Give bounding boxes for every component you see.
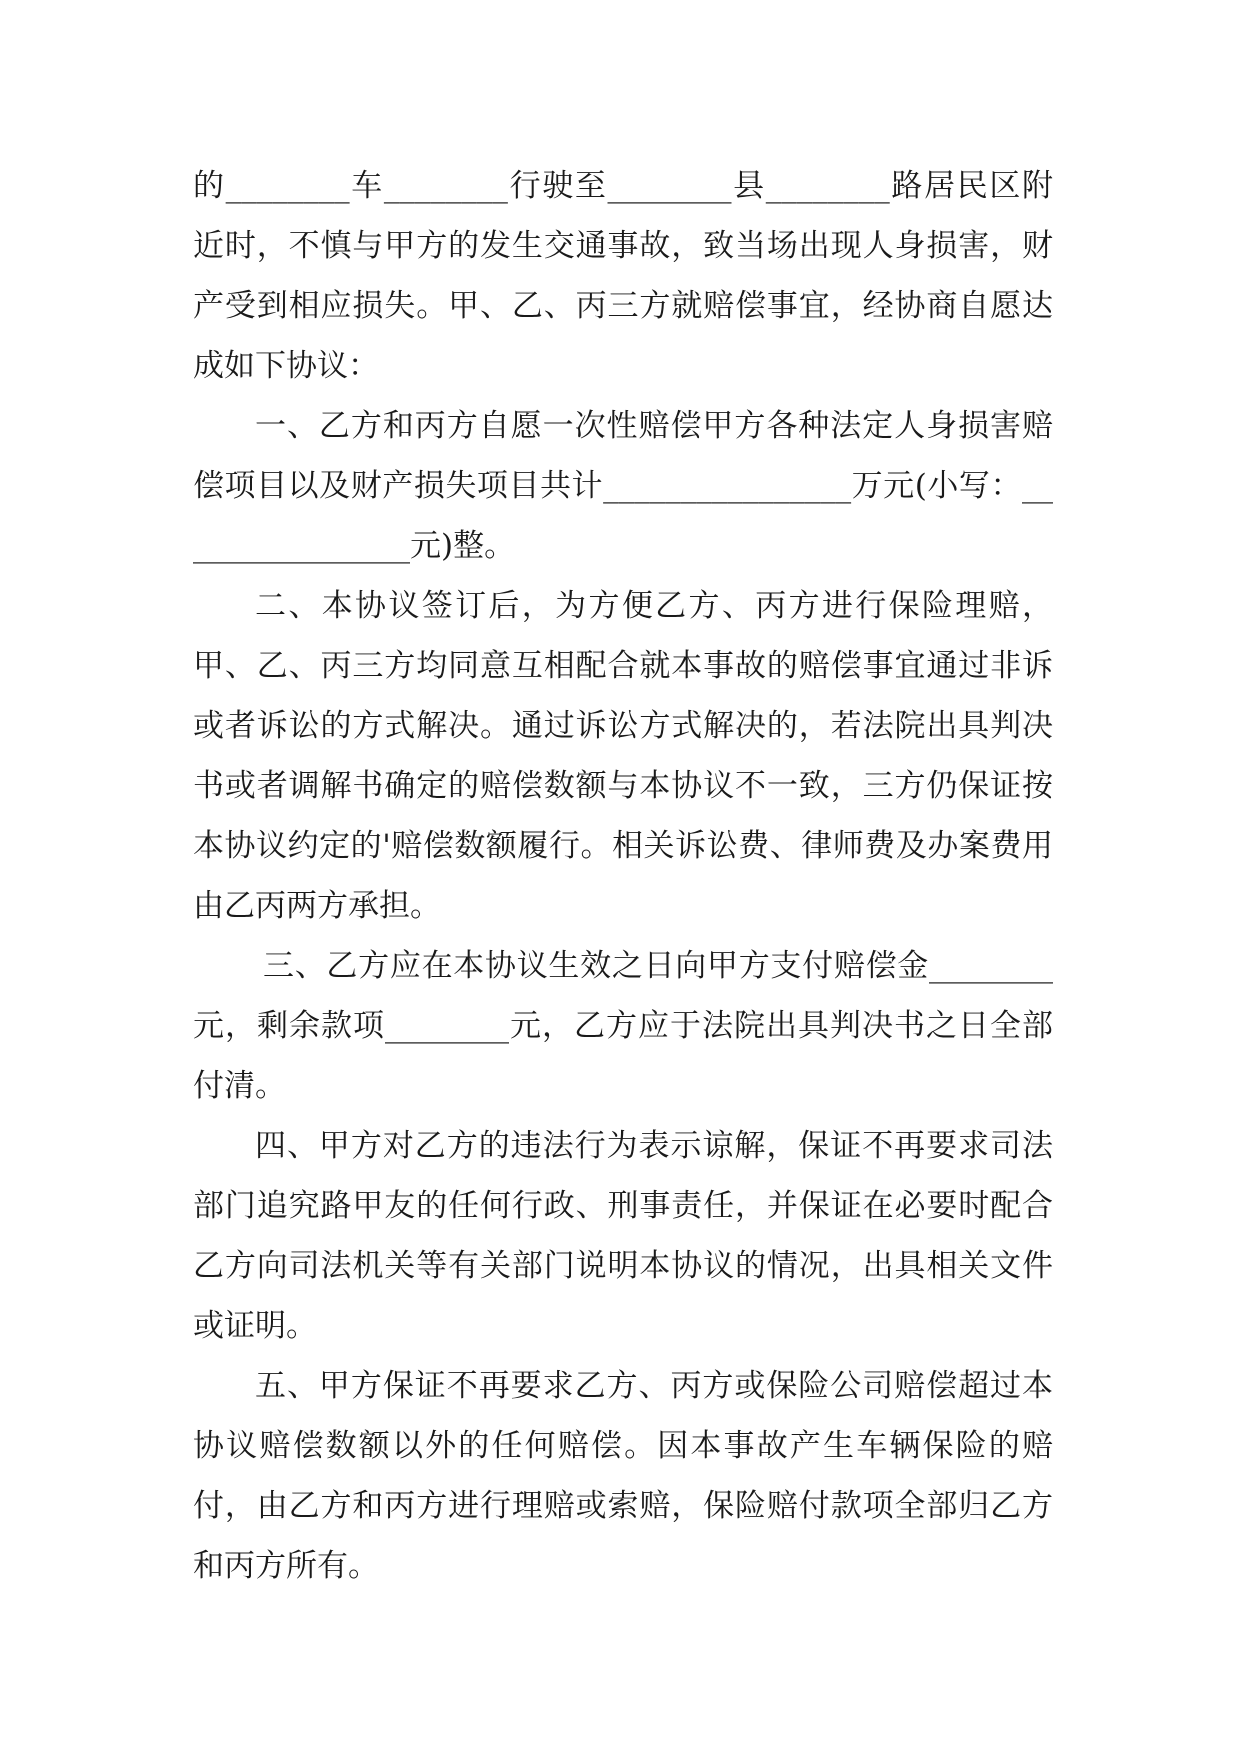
- paragraph-clause-5: 五、甲方保证不再要求乙方、丙方或保险公司赔偿超过本协议赔偿数额以外的任何赔偿。因本事故产生车辆保险的赔付，由乙方和丙方进行理赔或索赔，保险赔付款项全部归乙方和丙方所有。: [193, 1368, 1053, 1584]
- paragraph-clause-3: 三、乙方应在本协议生效之日向甲方支付赔偿金________元，剩余款项________元，乙方应于法院出具判决书之日全部付清。: [193, 948, 1053, 1104]
- document-body: [193, 156, 1053, 1596]
- paragraph-intro: 的________车________行驶至________县________路居民区附近时，不慎与甲方的发生交通事故，致当场出现人身损害，财产受到相应损失。甲、乙、丙三方就赔偿事宜，经协商自愿达成如下协议：: [193, 168, 1053, 384]
- paragraph-clause-2: 二、本协议签订后，为方便乙方、丙方进行保险理赔，甲、乙、丙三方均同意互相配合就本事故的赔偿事宜通过非诉或者诉讼的方式解决。通过诉讼方式解决的，若法院出具判决书或者调解书确定的赔偿数额与本协议不一致，三方仍保证按本协议约定的'赔偿数额履行。相关诉讼费、律师费及办案费用由乙丙两方承担。: [193, 588, 1053, 924]
- paragraph-clause-1: 一、乙方和丙方自愿一次性赔偿甲方各种法定人身损害赔偿项目以及财产损失项目共计________________万元(小写：________________元)整。: [193, 408, 1053, 564]
- paragraph-clause-4: 四、甲方对乙方的违法行为表示谅解，保证不再要求司法部门追究路甲友的任何行政、刑事责任，并保证在必要时配合乙方向司法机关等有关部门说明本协议的情况，出具相关文件或证明。: [193, 1128, 1053, 1344]
